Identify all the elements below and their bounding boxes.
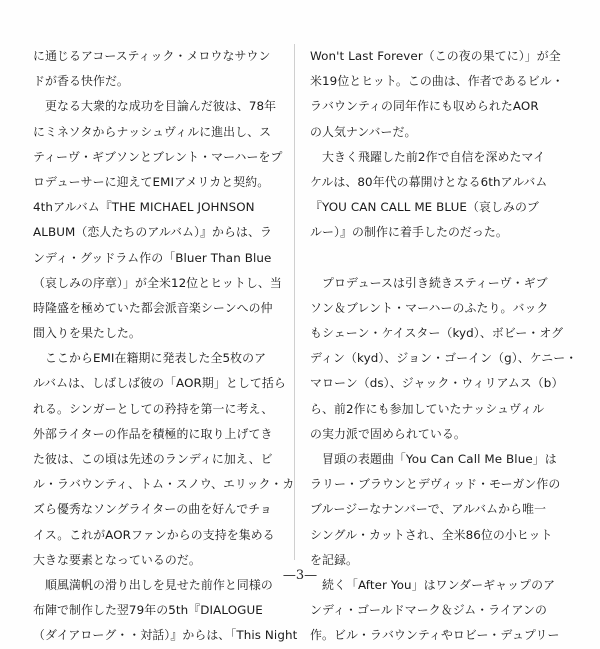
text-line: 時隆盛を極めていた都会派音楽シーンへの仲 (33, 300, 273, 315)
text-line: （ダイアローグ・・対話）』からは、「This Night (33, 628, 298, 643)
text-line: 米19位とヒット。この曲は、作者であるビル・ (310, 74, 564, 89)
right-text-column (310, 44, 578, 649)
text-line: ンディ・ゴールドマーク＆ジム・ライアンの (310, 603, 547, 618)
page-number: —3— (282, 568, 318, 583)
text-line: ルバムは、しばしば彼の「AOR期」として括ら (33, 376, 286, 391)
text-line: （哀しみの序章）」が全米12位とヒットし、当 (33, 275, 282, 290)
text-line: 大きく飛躍した前2作で自信を深めたマイ (310, 149, 546, 164)
text-line: 大きな要素となっているのだ。 (33, 552, 201, 567)
text-line: 外部ライターの作品を積極的に取り上げてき (33, 426, 273, 441)
text-line: ディン（kyd）、ジョン・ゴーイン（g）、ケニー・ (310, 351, 578, 366)
text-line: 続く「After You」はワンダーギャップのア (310, 577, 556, 592)
text-line: 4thアルバム『THE MICHAEL JOHNSON (33, 200, 255, 215)
text-line: ケルは、80年代の幕開けとなる6thアルバム (310, 174, 548, 189)
text-line: プロデュースは引き続きスティーヴ・ギブ (310, 275, 548, 290)
text-line: 布陣で制作した翌79年の5th『DIALOGUE (33, 603, 263, 618)
left-text-column (33, 44, 301, 649)
text-line: ソン＆ブレント・マーハーのふたり。バック (310, 300, 549, 315)
paragraph-spacer (310, 246, 578, 271)
text-line: マローン（ds）、ジャック・ウィリアムス（b） (310, 376, 564, 391)
column-divider (294, 44, 295, 560)
text-line: 作。ビル・ラバウンティやロビー・デュプリー (310, 628, 560, 643)
text-line: ら、前2作にも参加していたナッシュヴィル (310, 401, 545, 416)
text-line: ティーヴ・ギブソンとブレント・マーハーをプ (33, 149, 283, 164)
text-line: ラバウンティの同年作にも収められたAOR (310, 99, 539, 114)
text-line: ALBUM（恋人たちのアルバム）』からは、ラ (33, 225, 272, 240)
text-line: ルー）』の制作に着手したのだった。 (310, 225, 508, 240)
text-line: 冒頭の表題曲「You Can Call Me Blue」は (310, 452, 557, 466)
text-line: ここからEMI在籍期に発表した全5枚のア (33, 351, 267, 366)
text-line: に通じるアコースティック・メロウなサウン (33, 49, 271, 63)
text-line: ル・ラバウンティ、トム・スノウ、エリック・カ (33, 477, 295, 492)
text-line: れる。シンガーとしての矜持を第一に考え、 (33, 401, 274, 416)
text-line: の実力派で固められている。 (310, 426, 466, 441)
text-line: シングル・カットされ、全米86位の小ヒット (310, 527, 553, 542)
text-line: イス。これがAORファンからの支持を集める (33, 527, 275, 542)
text-line: 更なる大衆的な成功を目論んだ彼は、78年 (33, 99, 277, 114)
text-line: た彼は、この頃は先述のランディに加え、ビ (33, 452, 273, 466)
text-line: ロデューサーに迎えてEMIアメリカと契約。 (33, 174, 270, 189)
text-line: ドが香る快作だ。 (33, 74, 129, 89)
text-line: ンディ・グッドラム作の「Bluer Than Blue (33, 250, 272, 265)
text-line: の人気ナンバーだ。 (310, 124, 417, 139)
text-line: 順風満帆の滑り出しを見せた前作と同様の (33, 577, 273, 592)
text-line: 間入りを果たした。 (33, 326, 141, 341)
text-line: ブルージーなナンバーで、アルバムから唯一 (310, 502, 547, 517)
text-line: を記録。 (310, 552, 358, 567)
text-line: Won't Last Forever（この夜の果てに）」が全 (310, 49, 561, 63)
text-line: もシェーン・ケイスター（kyd）、ボビー・オグ (310, 326, 564, 341)
text-line: ラリー・ブラウンとデヴィッド・モーガン作の (310, 477, 561, 492)
text-line: 『YOU CAN CALL ME BLUE（哀しみのブ (310, 200, 539, 215)
text-line: にミネソタからナッシュヴィルに進出し、ス (33, 124, 272, 139)
text-line: ズら優秀なソングライターの曲を好んでチョ (33, 502, 272, 517)
